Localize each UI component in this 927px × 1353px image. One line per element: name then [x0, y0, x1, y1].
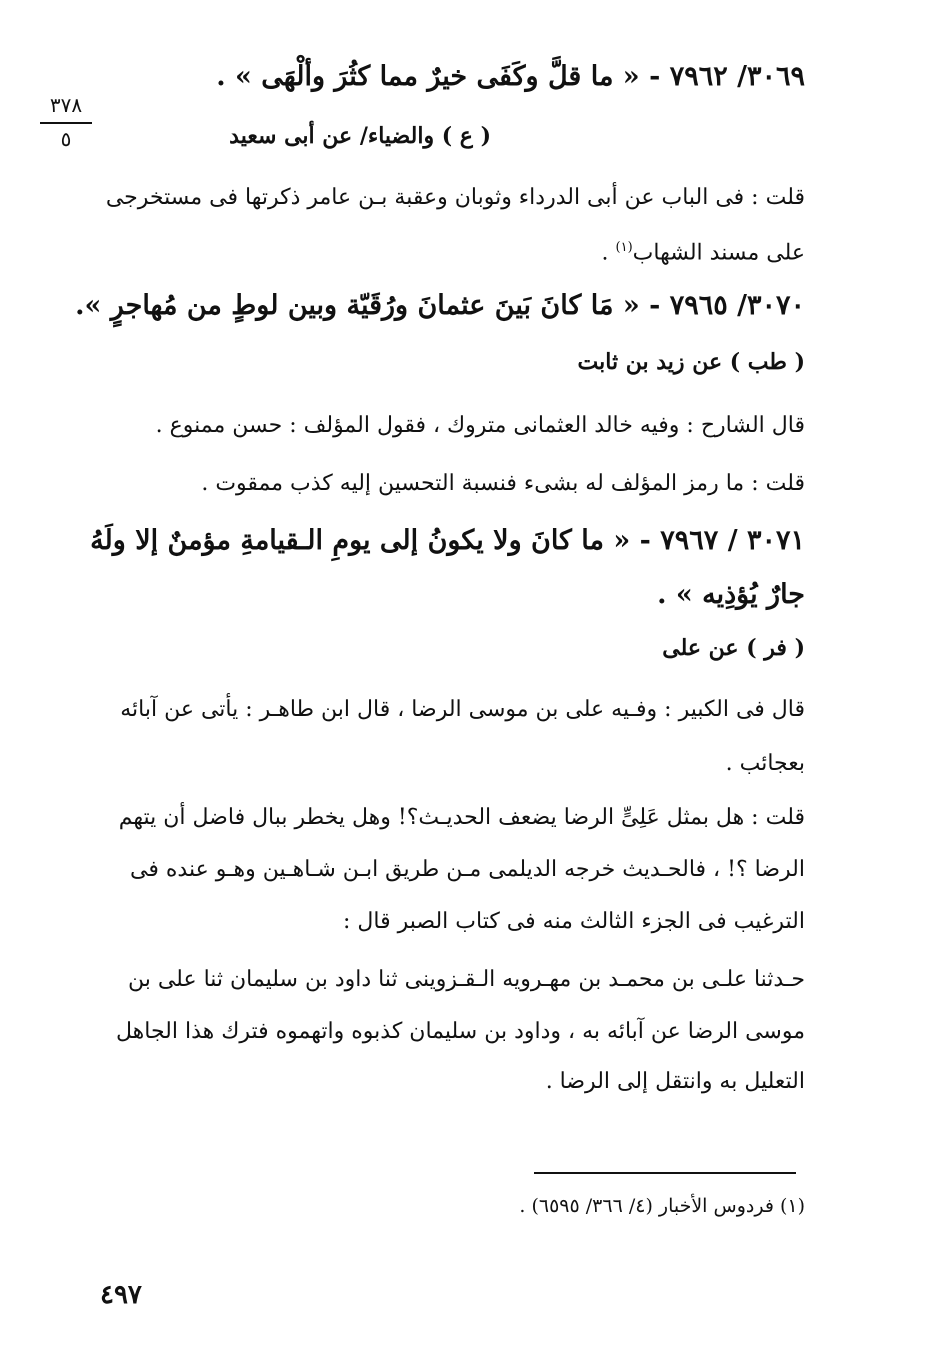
comment-line-2-end: . — [601, 240, 616, 266]
hadith-3069-line: ٣٠٦٩/ ٧٩٦٢ - « ما قلَّ وكَفَى خيرٌ مما كثُرَ وألْهَى » . — [216, 61, 805, 92]
hadith-3071-line-2: جارٌ يُؤذِيه » . — [657, 579, 805, 610]
margin-reference-bottom: ٥ — [60, 127, 72, 151]
author-note: قلت : ما رمز المؤلف له بشىء فنسبة التحسين إليه كذب ممقوت . — [201, 471, 805, 496]
page-number: ٤٩٧ — [100, 1280, 142, 1310]
response-line-3: الترغيب فى الجزء الثالث منه فى كتاب الصبر قال : — [343, 909, 805, 934]
isnad-line-2: موسى الرضا عن آبائه به ، وداود بن سليمان كذبوه واتهموه فترك هذا الجاهل — [116, 1019, 805, 1044]
kabir-note-line-2: بعجائب . — [725, 751, 805, 776]
footnote: (١) فردوس الأخبار (٤/ ٣٦٦/ ٦٥٩٥) . — [519, 1195, 805, 1217]
hadith-3069-source: ( ع ) والضياء/ عن أبى سعيد — [229, 123, 491, 149]
comment-line-1: قلت : فى الباب عن أبى الدرداء وثوبان وعقبة بـن عامر ذكرتها فى مستخرجى — [105, 185, 805, 210]
isnad-line-3: التعليل به وانتقل إلى الرضا . — [545, 1069, 805, 1094]
margin-reference-divider — [40, 122, 92, 124]
isnad-line-1: حـدثنا علـى بن محمـد بن مهـرويه الـقـزوينى ثنا داود بن سليمان ثنا على بن — [127, 967, 805, 992]
comment-line-2-text: على مسند الشهاب — [632, 240, 805, 266]
hadith-3071-line-1: ٣٠٧١ / ٧٩٦٧ - « ما كانَ ولا يكونُ إلى يومِ الـقيامةِ مؤمنٌ إلا ولَهُ — [90, 525, 805, 556]
footnote-marker: (١) — [615, 240, 633, 255]
hadith-3071-source: ( فر ) عن على — [662, 635, 805, 661]
comment-line-2 — [100, 230, 805, 271]
response-line-2: الرضا ؟! ، فالحـديث خرجه الديلمى مـن طريق ابـن شـاهـين وهـو عنده فى — [130, 857, 805, 882]
hadith-3070-line: ٣٠٧٠/ ٧٩٦٥ - « مَا كانَ بَينَ عثمانَ ورُقَيّة وبين لوطٍ من مُهاجرٍ ». — [75, 290, 805, 321]
response-line-1: قلت : هل بمثل عَلِىٍّ الرضا يضعف الحديـث؟! وهل يخطر ببال فاضل أن يتهم — [118, 805, 805, 830]
kabir-note-line-1: قال فى الكبير : وفـيه على بن موسى الرضا ، قال ابن طاهـر : يأتى عن آبائه — [120, 697, 805, 722]
margin-reference-top: ٣٧٨ — [49, 93, 83, 117]
commentator-note: قال الشارح : وفيه خالد العثمانى متروك ، فقول المؤلف : حسن ممنوع . — [155, 413, 805, 438]
margin-reference — [38, 92, 94, 150]
hadith-3070-source: ( طب ) عن زيد بن ثابت — [577, 349, 805, 375]
footnote-divider — [534, 1172, 796, 1174]
